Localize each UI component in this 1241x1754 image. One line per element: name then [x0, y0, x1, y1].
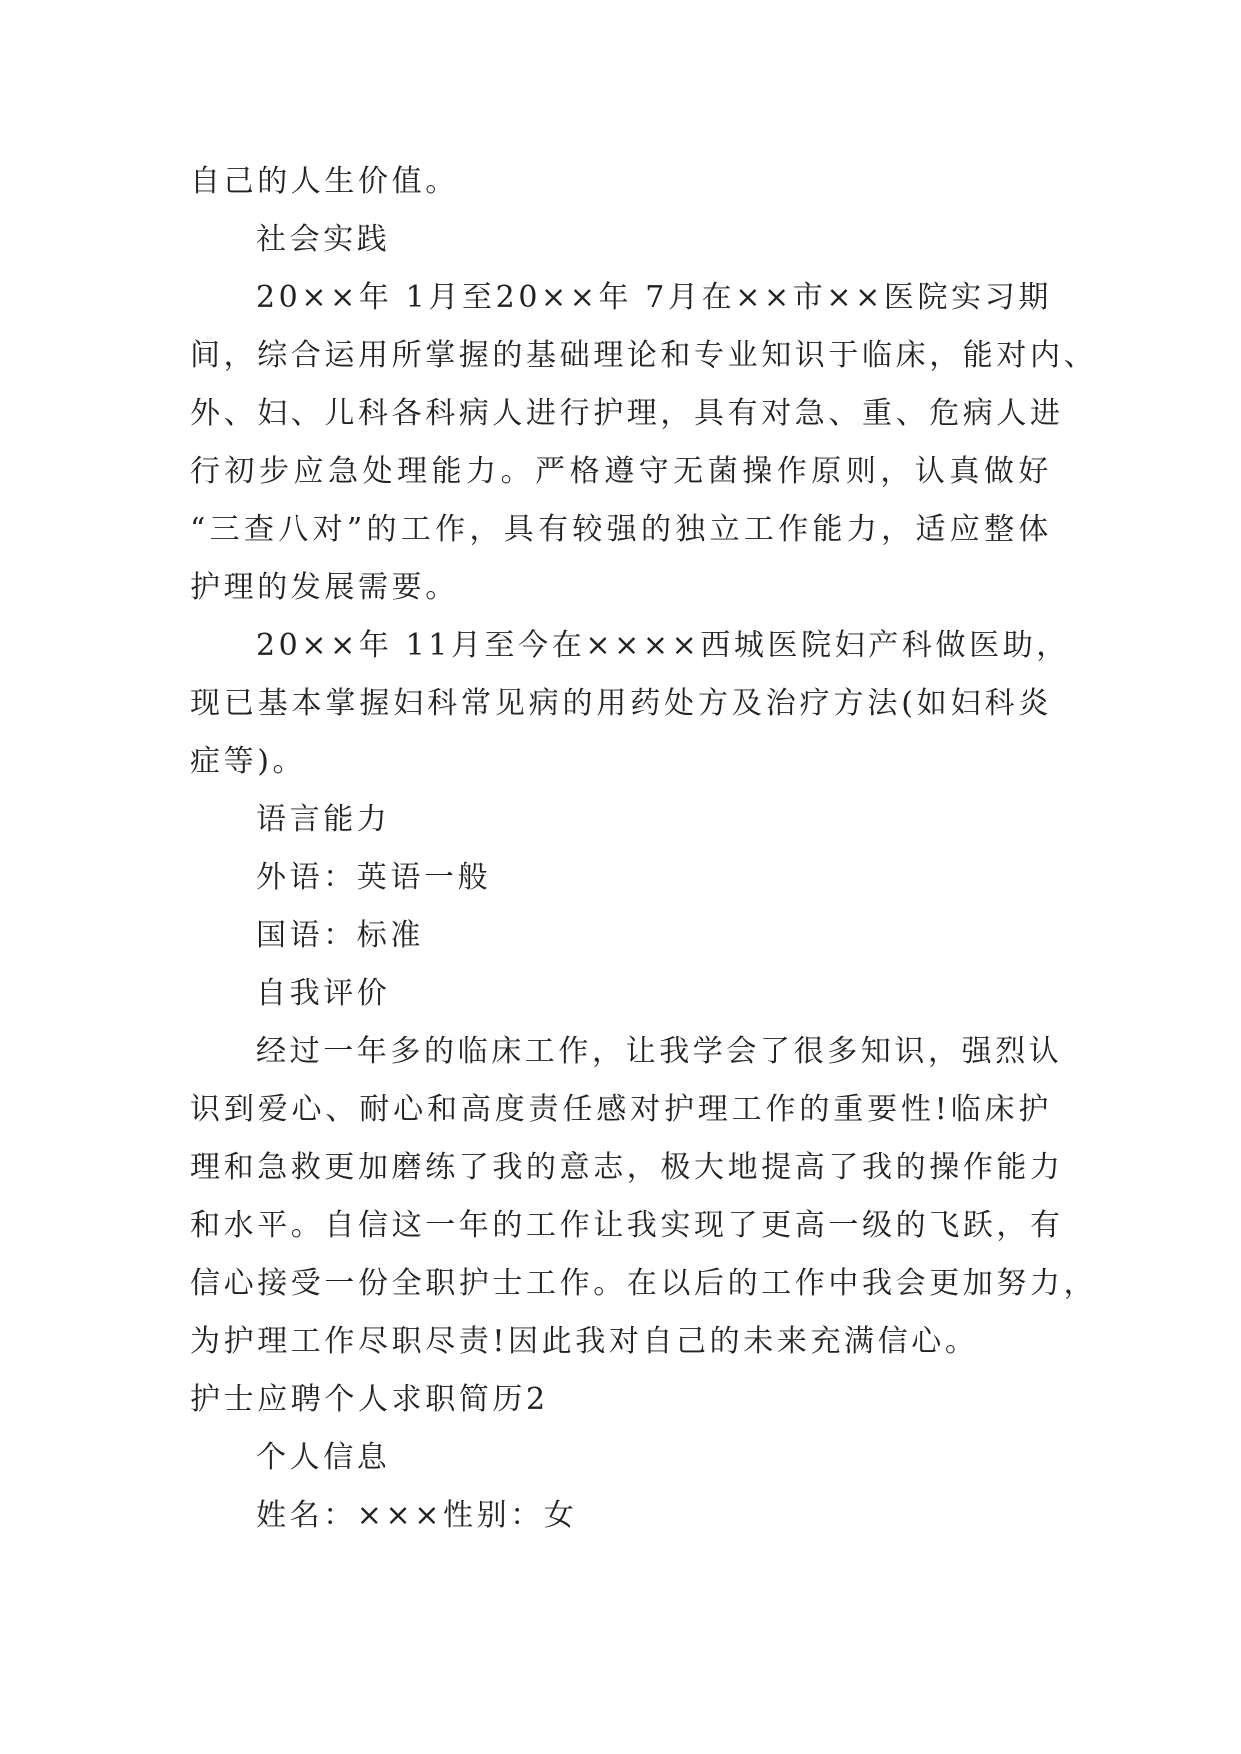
section-heading-personal-info: 个人信息	[256, 1440, 391, 1475]
paragraph-line: 外语：英语一般	[256, 860, 492, 895]
paragraph-line: 20××年 1月至20××年 7月在××市××医院实习期	[256, 280, 1052, 315]
paragraph-line: 外、妇、儿科各科病人进行护理，具有对急、重、危病人进	[190, 396, 1064, 431]
paragraph-line: 理和急救更加磨练了我的意志，极大地提高了我的操作能力	[190, 1150, 1064, 1185]
paragraph-line: 20××年 11月至今在××××西城医院妇产科做医助，	[256, 628, 1070, 663]
paragraph-line: 信心接受一份全职护士工作。在以后的工作中我会更加努力，	[190, 1266, 1098, 1301]
paragraph-line: 间，综合运用所掌握的基础理论和专业知识于临床，能对内、	[190, 338, 1098, 373]
paragraph-line: 为护理工作尽职尽责!因此我对自己的未来充满信心。	[190, 1324, 979, 1359]
paragraph-line: 国语：标准	[256, 918, 424, 953]
section-heading-language: 语言能力	[256, 802, 391, 837]
document-title: 护士应聘个人求职简历2	[190, 1382, 549, 1417]
paragraph-line: 现已基本掌握妇科常见病的用药处方及治疗方法(如妇科炎	[190, 686, 1052, 721]
paragraph-line: 和水平。自信这一年的工作让我实现了更高一级的飞跃，有	[190, 1208, 1064, 1243]
paragraph-line: 行初步应急处理能力。严格遵守无菌操作原则，认真做好	[190, 454, 1052, 489]
paragraph-line: 识到爱心、耐心和高度责任感对护理工作的重要性!临床护	[190, 1092, 1052, 1127]
section-heading-self-evaluation: 自我评价	[256, 976, 391, 1011]
paragraph-line: 经过一年多的临床工作，让我学会了很多知识，强烈认	[256, 1034, 1063, 1069]
paragraph-line: 自己的人生价值。	[190, 164, 459, 199]
paragraph-line: 症等)。	[190, 744, 307, 779]
paragraph-line: “三查八对”的工作，具有较强的独立工作能力，适应整体	[190, 512, 1052, 547]
section-heading-social-practice: 社会实践	[256, 222, 391, 257]
paragraph-line: 姓名：×××性别：女	[256, 1498, 578, 1533]
paragraph-line: 护理的发展需要。	[190, 570, 459, 605]
